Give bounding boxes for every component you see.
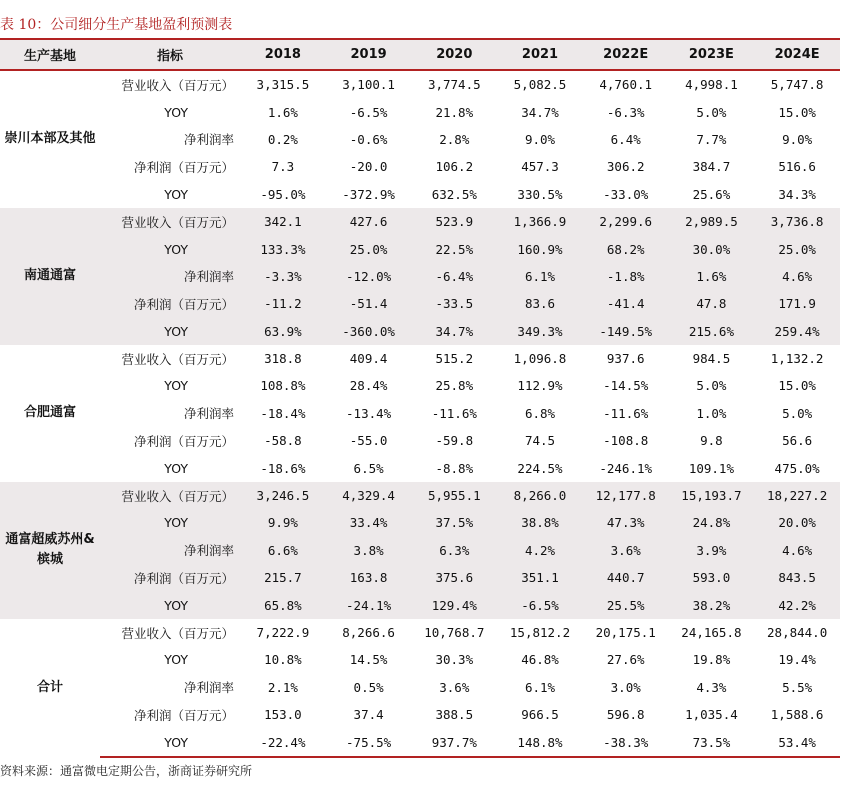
value-cell: 215.7 [240, 564, 326, 591]
value-cell: 1,132.2 [770, 351, 824, 367]
value-cell: 15,193.7 [669, 482, 755, 509]
value-cell: 53.4% [754, 728, 840, 756]
value-cell: 516.6 [778, 159, 816, 175]
metric-cell: 净利润（百万元） [100, 290, 240, 317]
value-cell: -75.5% [326, 728, 412, 756]
value-cell: -55.0 [349, 433, 388, 449]
value-cell: -12.0% [326, 263, 412, 290]
table-row [0, 345, 840, 372]
value-cell: -6.3% [606, 104, 645, 120]
metric-cell: YOY [100, 318, 240, 345]
header-cell: 2019 [326, 39, 412, 70]
header-cell: 指标 [100, 39, 240, 70]
value-cell: 133.3% [240, 235, 326, 262]
value-cell: -11.2 [240, 290, 326, 317]
value-cell: 7.3 [271, 159, 295, 175]
value-cell: 25.5% [583, 591, 669, 618]
value-cell: 9.8 [700, 433, 723, 449]
value-cell: 10.8% [264, 652, 302, 668]
table-row [0, 427, 840, 454]
table-row [0, 674, 840, 701]
value-cell: 160.9% [497, 235, 583, 262]
value-cell: 21.8% [435, 104, 474, 120]
value-cell: 74.5 [524, 433, 556, 449]
value-cell: 4,760.1 [599, 77, 653, 93]
base-name-cell: 崇川本部及其他 [4, 131, 96, 147]
metric-cell: 净利润（百万元） [134, 433, 235, 449]
value-cell: 46.8% [521, 652, 559, 668]
value-cell: 515.2 [435, 351, 474, 367]
value-cell: 9.0% [524, 131, 556, 147]
table-row [0, 646, 840, 673]
value-cell: 163.8 [326, 564, 412, 591]
header-cell: 2024E [754, 39, 840, 70]
metric-cell: 净利润率 [100, 537, 240, 564]
header-cell: 2023E [669, 39, 755, 70]
value-cell: 18,227.2 [754, 482, 840, 509]
value-cell: 20.0% [754, 509, 840, 536]
table-row [0, 564, 840, 591]
metric-cell: YOY [100, 591, 240, 618]
value-cell: 24,165.8 [681, 625, 742, 640]
value-cell: 4.2% [497, 537, 583, 564]
value-cell: -51.4 [326, 290, 412, 317]
metric-cell: 营业收入（百万元） [121, 625, 235, 641]
value-cell: -59.8 [435, 433, 474, 449]
value-cell: 318.8 [264, 351, 302, 367]
value-cell: 2,989.5 [669, 208, 755, 235]
value-cell: 330.5% [517, 186, 563, 202]
value-cell: 596.8 [606, 707, 645, 723]
value-cell: 0.5% [353, 679, 384, 695]
value-cell: 1.6% [267, 104, 298, 120]
table-row [0, 153, 840, 180]
value-cell: 25.6% [692, 186, 731, 202]
value-cell: -95.0% [260, 186, 306, 202]
value-cell: 25.0% [754, 235, 840, 262]
value-cell: 966.5 [521, 707, 559, 723]
value-cell: 34.3% [778, 186, 816, 202]
value-cell: 5.0% [696, 378, 727, 394]
value-cell: 3.6% [583, 537, 669, 564]
table-row [0, 98, 840, 125]
metric-cell: YOY [164, 460, 189, 476]
value-cell: -6.5% [349, 104, 388, 120]
metric-cell: YOY [164, 652, 189, 668]
value-cell: 7.7% [696, 131, 727, 147]
value-cell: 5.0% [782, 405, 813, 421]
value-cell: -246.1% [599, 460, 653, 476]
value-cell: 3,774.5 [427, 77, 481, 93]
value-cell: 15.0% [778, 378, 816, 394]
metric-cell: 营业收入（百万元） [121, 351, 235, 367]
value-cell: 3,100.1 [342, 77, 395, 93]
value-cell: 106.2 [435, 159, 474, 175]
base-name-cell: 南通通富 [0, 208, 100, 345]
value-cell: 14.5% [349, 652, 388, 668]
value-cell: 1,366.9 [497, 208, 583, 235]
value-cell: 28,844.0 [767, 625, 828, 640]
value-cell: 409.4 [349, 351, 388, 367]
metric-cell: 净利润率 [100, 263, 240, 290]
value-cell: 4,329.4 [326, 482, 412, 509]
metric-cell: 净利润（百万元） [134, 707, 235, 723]
value-cell: 1,035.4 [685, 707, 738, 723]
table-row [0, 728, 840, 756]
table-row [0, 372, 840, 399]
value-cell: 440.7 [583, 564, 669, 591]
metric-cell: 净利润率 [184, 680, 235, 696]
value-cell: 12,177.8 [583, 482, 669, 509]
value-cell: -24.1% [326, 591, 412, 618]
value-cell: 6.8% [524, 405, 556, 421]
value-cell: -11.6% [603, 405, 649, 421]
value-cell: 3.9% [669, 537, 755, 564]
value-cell: 6.3% [411, 537, 497, 564]
metric-cell: 营业收入（百万元） [100, 208, 240, 235]
table-row [0, 619, 840, 646]
metric-cell: YOY [164, 378, 189, 394]
value-cell: 384.7 [692, 159, 731, 175]
metric-cell: YOY [100, 728, 240, 756]
value-cell: -22.4% [240, 728, 326, 756]
header-cell: 2022E [583, 39, 669, 70]
value-cell: 3.6% [439, 679, 470, 695]
table-row [0, 591, 840, 618]
base-name-cell: 通富超威苏州&槟城 [0, 482, 100, 619]
value-cell: 34.7% [521, 104, 559, 120]
value-cell: -372.9% [342, 186, 395, 202]
table-row [0, 181, 840, 208]
value-cell: 3.0% [610, 679, 641, 695]
value-cell: 984.5 [692, 351, 731, 367]
table-row [0, 537, 840, 564]
value-cell: -1.8% [583, 263, 669, 290]
value-cell: 38.8% [497, 509, 583, 536]
value-cell: 24.8% [669, 509, 755, 536]
value-cell: 56.6 [782, 433, 813, 449]
value-cell: -149.5% [583, 318, 669, 345]
metric-cell: YOY [100, 509, 240, 536]
value-cell: 148.8% [497, 728, 583, 756]
value-cell: 47.8 [669, 290, 755, 317]
metric-cell: 营业收入（百万元） [100, 482, 240, 509]
value-cell: 351.1 [497, 564, 583, 591]
value-cell: 65.8% [240, 591, 326, 618]
value-cell: 375.6 [411, 564, 497, 591]
header-row [0, 39, 840, 70]
value-cell: -41.4 [583, 290, 669, 317]
value-cell: -108.8 [603, 433, 649, 449]
header-cell: 2018 [240, 39, 326, 70]
value-cell: 6.1% [497, 263, 583, 290]
value-cell: 27.6% [606, 652, 645, 668]
metric-cell: YOY [164, 186, 189, 202]
value-cell: 6.5% [353, 460, 384, 476]
value-cell: 215.6% [669, 318, 755, 345]
header-cell: 2021 [497, 39, 583, 70]
value-cell: -3.3% [240, 263, 326, 290]
value-cell: -6.5% [497, 591, 583, 618]
value-cell: 843.5 [754, 564, 840, 591]
value-cell: 1.0% [696, 405, 727, 421]
value-cell: 108.8% [260, 378, 306, 394]
value-cell: 34.7% [411, 318, 497, 345]
value-cell: 112.9% [517, 378, 563, 394]
value-cell: 5,747.8 [770, 77, 824, 93]
value-cell: 22.5% [411, 235, 497, 262]
value-cell: 30.3% [435, 652, 474, 668]
value-cell: 342.1 [240, 208, 326, 235]
value-cell: 4,998.1 [685, 77, 738, 93]
value-cell: 2.8% [439, 131, 470, 147]
value-cell: -33.5 [411, 290, 497, 317]
value-cell: 349.3% [497, 318, 583, 345]
value-cell: -6.4% [411, 263, 497, 290]
value-cell: -18.4% [260, 405, 306, 421]
table-row [0, 263, 840, 290]
value-cell: 37.5% [411, 509, 497, 536]
value-cell: 7,222.9 [256, 625, 310, 640]
value-cell: 37.4 [353, 707, 384, 723]
value-cell: 8,266.6 [342, 625, 395, 640]
value-cell: -360.0% [326, 318, 412, 345]
table-row [0, 208, 840, 235]
value-cell: -18.6% [260, 460, 306, 476]
value-cell: 4.6% [754, 263, 840, 290]
value-cell: 388.5 [435, 707, 474, 723]
value-cell: -0.6% [349, 131, 388, 147]
value-cell: 33.4% [326, 509, 412, 536]
value-cell: 5.0% [696, 104, 727, 120]
metric-cell: 净利润率 [184, 406, 235, 422]
value-cell: 8,266.0 [497, 482, 583, 509]
value-cell: 5,082.5 [513, 77, 567, 93]
value-cell: 475.0% [774, 460, 820, 476]
value-cell: 427.6 [326, 208, 412, 235]
table-title: 表 10：公司细分生产基地盈利预测表 [0, 17, 233, 33]
table-row [0, 235, 840, 262]
table-row [0, 70, 840, 98]
value-cell: 3.8% [326, 537, 412, 564]
value-cell: -20.0 [349, 159, 388, 175]
value-cell: 1,588.6 [770, 707, 824, 723]
value-cell: 1.6% [669, 263, 755, 290]
value-cell: 129.4% [411, 591, 497, 618]
value-cell: 6.6% [240, 537, 326, 564]
table-row [0, 509, 840, 536]
value-cell: 457.3 [521, 159, 559, 175]
value-cell: 3,246.5 [240, 482, 326, 509]
value-cell: 47.3% [583, 509, 669, 536]
value-cell: 25.8% [435, 378, 474, 394]
metric-cell: 净利润（百万元） [100, 564, 240, 591]
value-cell: 73.5% [669, 728, 755, 756]
value-cell: 937.6 [606, 351, 645, 367]
metric-cell: 净利润（百万元） [134, 159, 235, 175]
value-cell: 6.1% [524, 679, 556, 695]
value-cell: 523.9 [411, 208, 497, 235]
value-cell: 3,736.8 [754, 208, 840, 235]
table-row [0, 318, 840, 345]
value-cell: 5.5% [782, 679, 813, 695]
value-cell: -14.5% [603, 378, 649, 394]
metric-cell: YOY [164, 104, 189, 120]
value-cell: 30.0% [669, 235, 755, 262]
value-cell: 4.6% [754, 537, 840, 564]
value-cell: -13.4% [346, 405, 392, 421]
value-cell: -38.3% [583, 728, 669, 756]
header-cell: 2020 [411, 39, 497, 70]
value-cell: -33.0% [603, 186, 649, 202]
value-cell: 0.2% [267, 131, 298, 147]
value-cell: 42.2% [754, 591, 840, 618]
value-cell: 2,299.6 [583, 208, 669, 235]
value-cell: 632.5% [431, 186, 477, 202]
metric-cell: 净利润率 [184, 132, 235, 148]
value-cell: 6.4% [610, 131, 641, 147]
table-body [0, 70, 840, 757]
value-cell: 28.4% [349, 378, 388, 394]
value-cell: 15.0% [778, 104, 816, 120]
value-cell: 68.2% [583, 235, 669, 262]
table-row [0, 290, 840, 317]
value-cell: -58.8 [264, 433, 302, 449]
value-cell: 19.4% [778, 652, 816, 668]
value-cell: 4.3% [696, 679, 727, 695]
value-cell: 3,315.5 [256, 77, 310, 93]
value-cell: -8.8% [435, 460, 474, 476]
table-row [0, 701, 840, 728]
value-cell: 10,768.7 [424, 625, 485, 640]
table-row [0, 454, 840, 481]
value-cell: 83.6 [497, 290, 583, 317]
value-cell: 306.2 [606, 159, 645, 175]
base-name-cell: 合计 [37, 679, 64, 695]
table-row [0, 482, 840, 509]
value-cell: 19.8% [692, 652, 731, 668]
table-row [0, 126, 840, 153]
value-cell: 25.0% [326, 235, 412, 262]
value-cell: 109.1% [688, 460, 734, 476]
value-cell: 1,096.8 [513, 351, 567, 367]
value-cell: 38.2% [669, 591, 755, 618]
value-cell: 63.9% [240, 318, 326, 345]
metric-cell: YOY [100, 235, 240, 262]
value-cell: 259.4% [754, 318, 840, 345]
value-cell: 937.7% [411, 728, 497, 756]
value-cell: -11.6% [431, 405, 477, 421]
table-row [0, 400, 840, 427]
value-cell: 20,175.1 [595, 625, 656, 640]
value-cell: 9.9% [240, 509, 326, 536]
value-cell: 153.0 [264, 707, 302, 723]
source-note: 资料来源：通富微电定期公告，浙商证券研究所 [0, 764, 253, 778]
value-cell: 9.0% [782, 131, 813, 147]
value-cell: 15,812.2 [509, 625, 571, 640]
value-cell: 5,955.1 [411, 482, 497, 509]
header-cell: 生产基地 [0, 39, 100, 70]
value-cell: 224.5% [517, 460, 563, 476]
value-cell: 171.9 [754, 290, 840, 317]
metric-cell: 营业收入（百万元） [121, 77, 235, 93]
profit-forecast-table [0, 38, 840, 758]
base-name-cell: 合肥通富 [24, 405, 77, 421]
value-cell: 593.0 [669, 564, 755, 591]
profit-forecast-table-container [0, 38, 840, 758]
value-cell: 2.1% [267, 679, 298, 695]
